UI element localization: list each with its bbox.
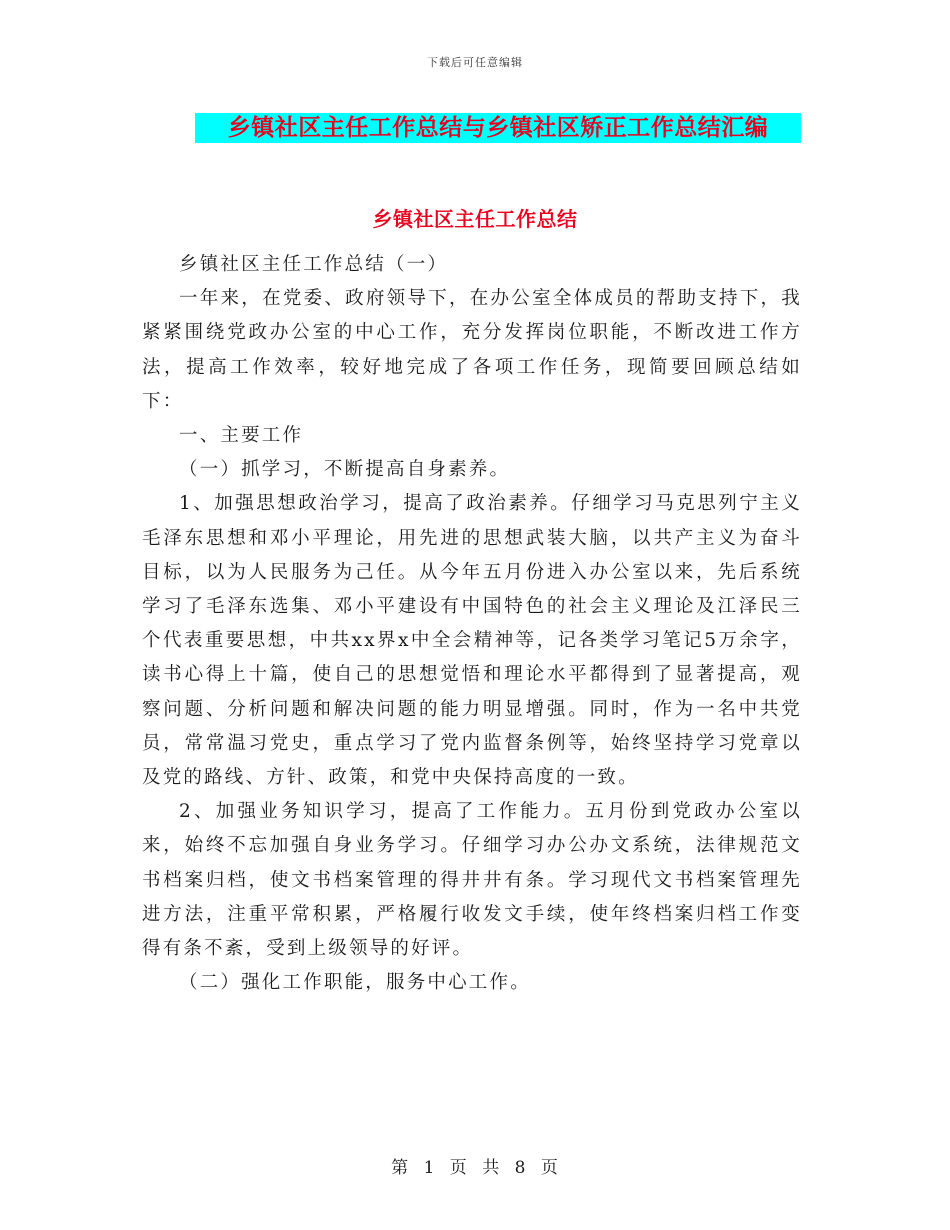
header-note: 下载后可任意编辑 bbox=[427, 56, 523, 69]
paragraph: （二）强化工作职能，服务中心工作。 bbox=[179, 972, 531, 994]
paragraph: 一年来，在党委、政府领导下，在办公室全体成员的帮助支持下，我紧紧围绕党政办公室的中心工作，充分发挥岗位职能，不断改进工作方法，提高工作效率，较好地完成了各项工作任务，现简要回顾总结如下： bbox=[142, 288, 802, 412]
document-body bbox=[142, 248, 802, 1000]
paragraph: （一）抓学习，不断提高自身素养。 bbox=[179, 459, 511, 481]
page-footer: 第 1 页 共 8 页 bbox=[391, 1158, 559, 1178]
document-title: 乡镇社区主任工作总结与乡镇社区矫正工作总结汇编 bbox=[227, 115, 769, 141]
section-title: 乡镇社区主任工作总结 bbox=[372, 207, 578, 231]
paragraph: 乡镇社区主任工作总结（一） bbox=[179, 254, 449, 275]
paragraph: 一、主要工作 bbox=[179, 425, 304, 447]
paragraph: 2、加强业务知识学习，提高了工作能力。五月份到党政办公室以来，始终不忘加强自身业务学习。仔细学习办公办文系统，法律规范文书档案归档，使文书档案管理的得井井有条。学习现代文书档案管理先进方法，注重平常积累，严格履行收发文手续，使年终档案归档工作变得有条不紊，受到上级领导的好评。 bbox=[142, 801, 802, 960]
paragraph: 1、加强思想政治学习，提高了政治素养。仔细学习马克思列宁主义毛泽东思想和邓小平理论，用先进的思想武装大脑，以共产主义为奋斗目标，以为人民服务为己任。从今年五月份进入办公室以来，先后系统学习了毛泽东选集、邓小平建设有中国特色的社会主义理论及江泽民三个代表重要思想，中共xx界x中全会精神等，记各类学习笔记5万余字，读书心得上十篇，使自己的思想觉悟和理论水平都得到了显著提高，观察问题、分析问题和解决问题的能力明显增强。同时，作为一名中共党员，常常温习党史，重点学习了党内监督条例等，始终坚持学习党章以及党的路线、方针、政策，和党中央保持高度的一致。 bbox=[142, 493, 802, 789]
